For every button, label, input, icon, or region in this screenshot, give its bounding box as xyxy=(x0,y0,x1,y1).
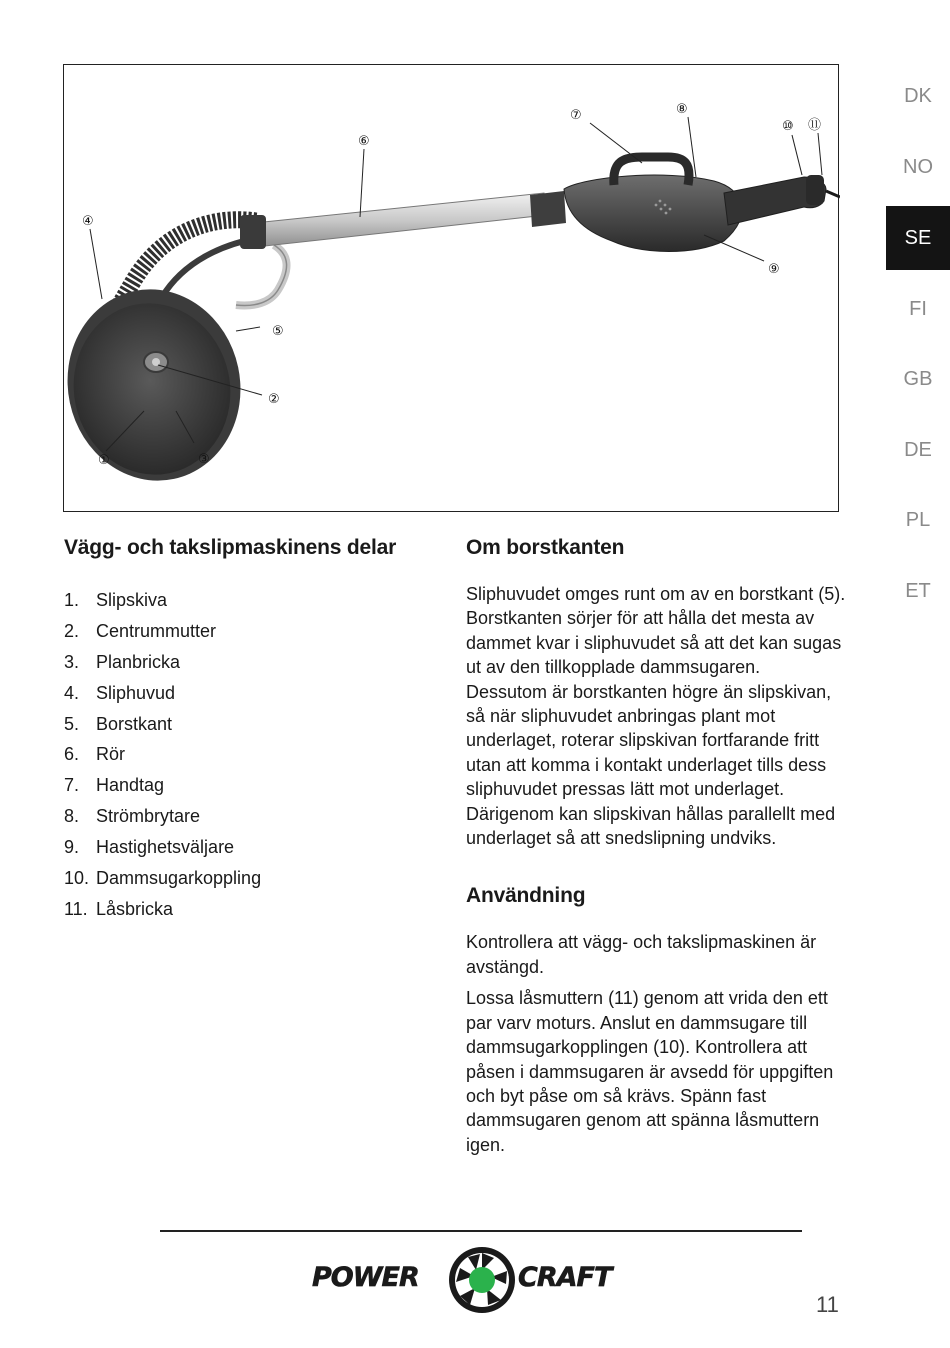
logo-word-left: POWER xyxy=(312,1262,419,1293)
list-item: 9. Hastighetsväljare xyxy=(64,837,235,858)
usage-paragraph-2: Lossa låsmuttern (11) genom att vrida den ett par varv moturs. Anslut en dammsugare till dammsugarkopplingen (10). Kontrollera att påsen i dammsugaren är avsedd för uppgiften och byt påse om så krävs. Spänn fast dammsugaren genom att spänna låsmuttern igen. xyxy=(466,988,834,1155)
lang-tab-et[interactable]: ET xyxy=(905,579,931,602)
parts-list xyxy=(64,590,444,930)
lang-tab-no[interactable]: NO xyxy=(903,155,933,178)
callout-3: ③ xyxy=(198,452,210,467)
callout-8: ⑧ xyxy=(676,102,688,117)
callout-6: ⑥ xyxy=(358,134,370,149)
list-item: 2. Centrummutter xyxy=(64,620,217,641)
lang-tab-dk[interactable]: DK xyxy=(904,84,932,107)
list-item: 6. Rör xyxy=(64,744,126,765)
callout-4: ④ xyxy=(82,214,94,229)
list-item: 1. Slipskiva xyxy=(64,590,168,610)
right-column xyxy=(466,536,846,1157)
callout-2: ② xyxy=(268,392,280,407)
usage-paragraph-1: Kontrollera att vägg- och takslipmaskinen är avstängd. xyxy=(466,932,817,977)
product-figure xyxy=(63,64,839,512)
lang-tab-pl[interactable]: PL xyxy=(905,508,931,531)
list-item: 10. Dammsugarkoppling xyxy=(64,868,262,889)
callout-9: ⑨ xyxy=(768,262,780,277)
callout-1: ① xyxy=(98,453,110,468)
list-item: 4. Sliphuvud xyxy=(64,682,176,703)
logo-word-right: CRAFT xyxy=(518,1262,612,1293)
parts-section xyxy=(64,536,444,930)
footer-divider xyxy=(160,1230,802,1232)
sander-illustration xyxy=(64,65,840,513)
list-item: 11. Låsbricka xyxy=(64,898,174,919)
list-item: 3. Planbricka xyxy=(64,651,181,672)
callout-10: ⑩ xyxy=(782,119,794,134)
lang-tab-fi[interactable]: FI xyxy=(909,297,927,320)
callout-5: ⑤ xyxy=(272,324,284,339)
lang-tab-de[interactable]: DE xyxy=(904,438,932,461)
page-number: 11 xyxy=(816,1292,839,1317)
list-item: 7. Handtag xyxy=(64,775,165,796)
list-item: 8. Strömbrytare xyxy=(64,806,201,827)
powercraft-logo xyxy=(310,1244,640,1316)
aperture-icon xyxy=(446,1244,518,1316)
lang-tab-se[interactable]: SE xyxy=(886,206,950,270)
parts-heading: Vägg- och takslipmaskinens delar xyxy=(64,536,397,559)
brush-heading: Om borstkanten xyxy=(466,536,625,559)
lang-tab-gb[interactable]: GB xyxy=(903,367,933,390)
brush-paragraph: Sliphuvudet omges runt om av en borstkant (5). Borstkanten sörjer för att hålla det mesta av dammet kvar i sliphuvudet så att det kan sugas ut av den tillkopplade dammsugaren. Dessutom är borstkanten högre än slipskivan, så när sliphuvudet anbringas plant mot underlaget, roterar slipskivan fortfarande fritt utan att komma i kontakt underlaget tills dess sliphuvudet pressas lätt mot underlaget. Därigenom kan slipskivan hållas parallellt med underlaget så att snedslipning undviks. xyxy=(466,584,846,849)
callout-11: ⑪ xyxy=(808,118,822,133)
usage-heading: Användning xyxy=(466,884,586,908)
list-item: 5. Borstkant xyxy=(64,713,173,734)
callout-7: ⑦ xyxy=(570,108,582,123)
